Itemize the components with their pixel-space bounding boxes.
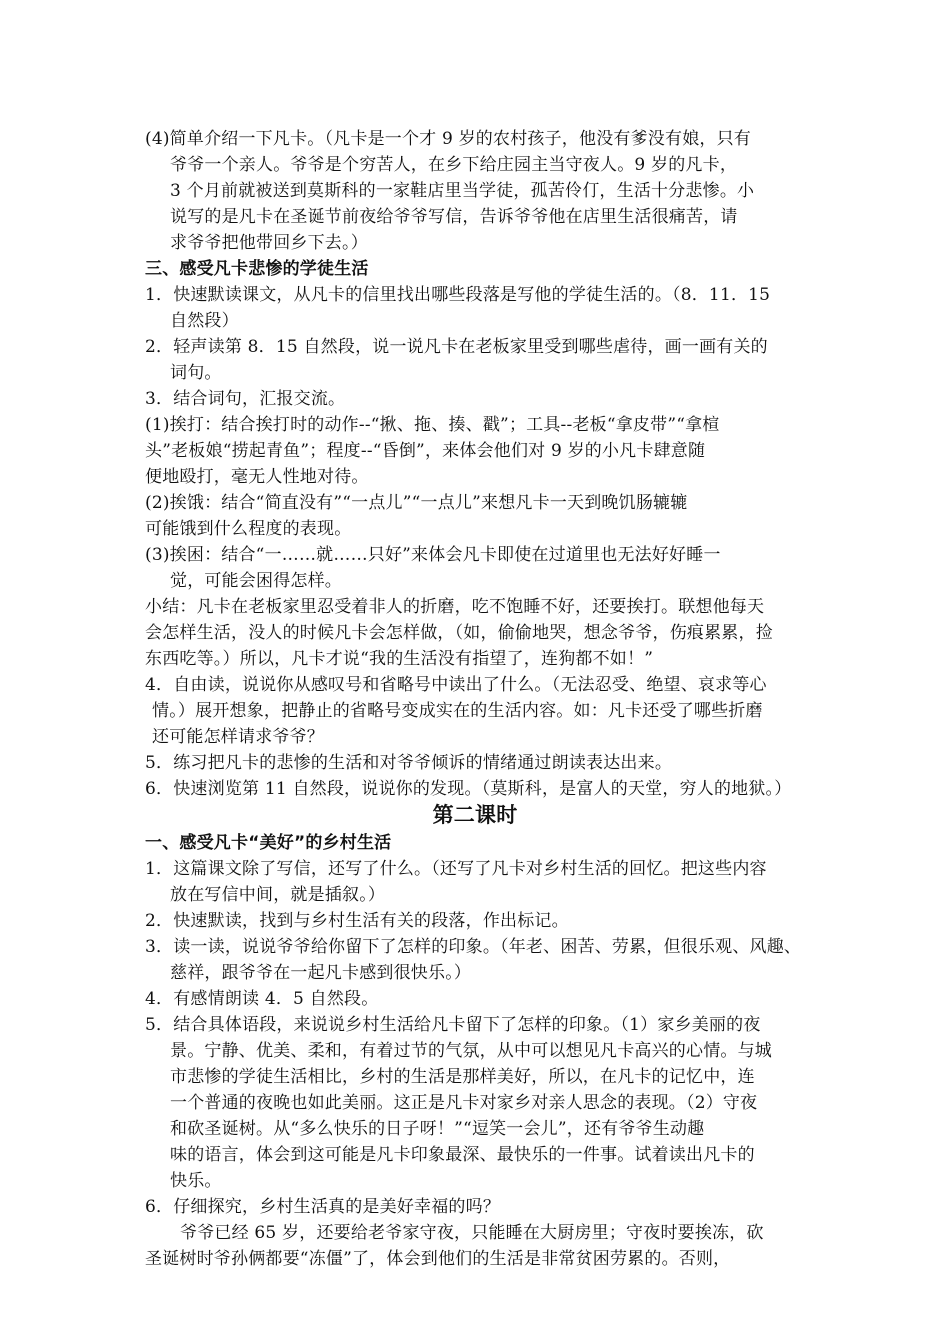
text-line: 词句。	[170, 363, 222, 383]
text-line: 4．有感情朗读 4．5 自然段。	[145, 989, 379, 1009]
text-line: 1．这篇课文除了写信，还写了什么。（还写了凡卡对乡村生活的回忆。把这些内容	[145, 859, 767, 879]
text-line: 情。）展开想象，把静止的省略号变成实在的生活内容。如：凡卡还受了哪些折磨	[152, 701, 763, 721]
text-line: 会怎样生活，没人的时候凡卡会怎样做，（如，偷偷地哭，想念爷爷，伤痕累累，捡	[145, 623, 773, 643]
text-line: 圣诞树时爷孙俩都要“冻僵”了，体会到他们的生活是非常贫困劳累的。否则，	[145, 1249, 731, 1269]
text-line: 5．练习把凡卡的悲惨的生活和对爷爷倾诉的情绪通过朗读表达出来。	[145, 753, 673, 773]
text-line: 市悲惨的学徒生活相比，乡村的生活是那样美好，所以，在凡卡的记忆中，连	[170, 1067, 755, 1087]
section-heading: 一、感受凡卡“美好”的乡村生活	[145, 833, 392, 853]
text-line: 头”老板娘“捞起青鱼”；程度--“昏倒”，来体会他们对 9 岁的小凡卡肆意随	[145, 441, 706, 461]
text-line: 放在写信中间，就是插叙。）	[170, 885, 386, 905]
text-line: 3 个月前就被送到莫斯科的一家鞋店里当学徒，孤苦伶仃，生活十分悲惨。小	[170, 181, 755, 201]
text-line: 可能饿到什么程度的表现。	[145, 519, 352, 539]
text-line: (2)挨饿：结合“简直没有”“一点儿”“一点儿”来想凡卡一天到晚饥肠辘辘	[145, 493, 688, 513]
text-line: 爷爷一个亲人。爷爷是个穷苦人，在乡下给庄园主当守夜人。9 岁的凡卡，	[170, 155, 738, 175]
text-line: 4．自由读，说说你从感叹号和省略号中读出了什么。（无法忍受、绝望、哀求等心	[145, 675, 767, 695]
text-line: 还可能怎样请求爷爷？	[152, 727, 324, 747]
text-line: (3)挨困：结合“一……就……只好”来体会凡卡即使在过道里也无法好好睡一	[145, 545, 721, 565]
text-line: 3．读一读，说说爷爷给你留下了怎样的印象。（年老、困苦、劳累，但很乐观、风趣、	[145, 937, 802, 957]
text-line: 1．快速默读课文，从凡卡的信里找出哪些段落是写他的学徒生活的。（8．11．15	[145, 285, 771, 305]
text-line: 和砍圣诞树。从“多么快乐的日子呀！”“逗笑一会儿”，还有爷爷生动趣	[170, 1119, 705, 1139]
text-line: 爷爷已经 65 岁，还要给老爷家守夜，只能睡在大厨房里；守夜时要挨冻，砍	[180, 1223, 764, 1243]
text-line: 说写的是凡卡在圣诞节前夜给爷爷写信，告诉爷爷他在店里生活很痛苦，请	[170, 207, 738, 227]
page-title: 第二课时	[432, 803, 518, 827]
text-line: 2．快速默读，找到与乡村生活有关的段落，作出标记。	[145, 911, 569, 931]
text-line: 味的语言，体会到这可能是凡卡印象最深、最快乐的一件事。试着读出凡卡的	[170, 1145, 755, 1165]
text-line: 5．结合具体语段，来说说乡村生活给凡卡留下了怎样的印象。（1）家乡美丽的夜	[145, 1015, 761, 1035]
text-line: 便地殴打，毫无人性地对待。	[145, 467, 369, 487]
text-line: 慈祥，跟爷爷在一起凡卡感到很快乐。）	[170, 963, 472, 983]
text-line: 3．结合词句，汇报交流。	[145, 389, 346, 409]
text-line: (1)挨打：结合挨打时的动作--“揪、拖、揍、戳”；工具--老板“拿皮带”“拿楦	[145, 415, 720, 435]
section-heading: 三、感受凡卡悲惨的学徒生活	[145, 259, 369, 279]
text-line: 快乐。	[170, 1171, 222, 1191]
text-line: 景。宁静、优美、柔和，有着过节的气氛，从中可以想见凡卡高兴的心情。与城	[170, 1041, 772, 1061]
text-line: 觉，可能会困得怎样。	[170, 571, 342, 591]
text-line: 自然段）	[170, 311, 239, 331]
text-line: (4)简单介绍一下凡卡。（凡卡是一个才 9 岁的农村孩子，他没有爹没有娘，只有	[145, 129, 752, 149]
text-line: 求爷爷把他带回乡下去。）	[170, 233, 368, 253]
text-line: 小结：凡卡在老板家里忍受着非人的折磨，吃不饱睡不好，还要挨打。联想他每天	[145, 597, 765, 617]
text-line: 6．快速浏览第 11 自然段，说说你的发现。（莫斯科，是富人的天堂，穷人的地狱。）	[145, 779, 792, 799]
text-line: 2．轻声读第 8．15 自然段，说一说凡卡在老板家里受到哪些虐待，画一画有关的	[145, 337, 768, 357]
text-line: 一个普通的夜晚也如此美丽。这正是凡卡对家乡对亲人思念的表现。（2）守夜	[170, 1093, 758, 1113]
text-line: 东西吃等。）所以，凡卡才说“我的生活没有指望了，连狗都不如！”	[145, 649, 654, 669]
text-line: 6．仔细探究，乡村生活真的是美好幸福的吗？	[145, 1197, 501, 1217]
